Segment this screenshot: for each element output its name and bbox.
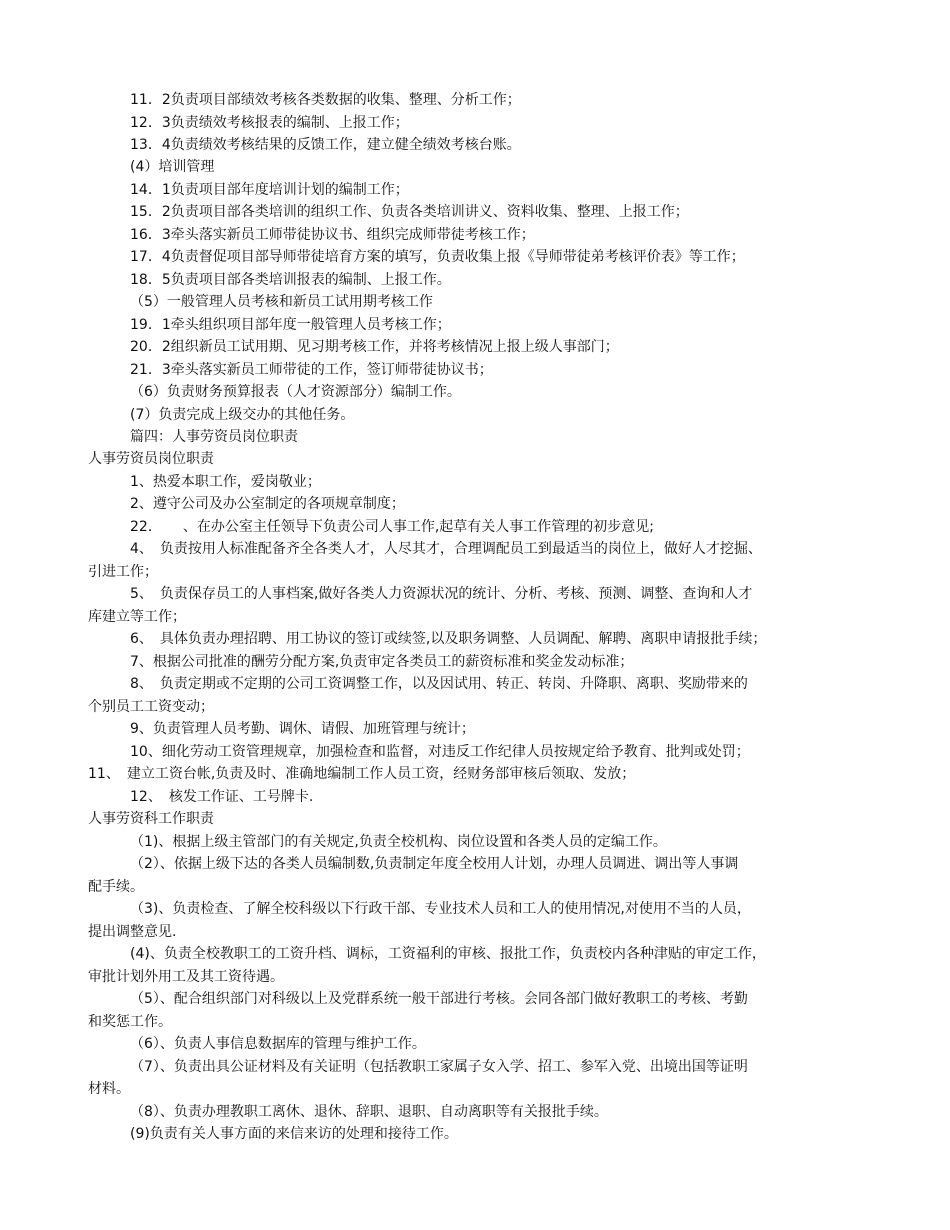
text-line: 和奖惩工作。 <box>88 1014 172 1030</box>
text-line: （2）、依据上级下达的各类人员编制数,负责制定年度全校用人计划，办理人员调进、调出等人事调 <box>130 856 739 872</box>
text-line: （5）、配合组织部门对科级以上及党群系统一般干部进行考核。会同各部门做好教职工的考核、考勤 <box>130 991 748 1007</box>
text-line: 21．3牵头落实新员工师带徒的工作，签订师带徒协议书； <box>130 362 493 378</box>
text-line: 4、 负责按用人标准配备齐全各类人才，人尽其才，合理调配员工到最适当的岗位上，做好人才挖掘、 <box>130 541 762 557</box>
text-line: 15．2负责项目部各类培训的组织工作、负责各类培训讲义、资料收集、整理、上报工作； <box>130 204 689 220</box>
text-line: 14．1负责项目部年度培训计划的编制工作； <box>130 182 409 198</box>
section-title: 人事劳资科工作职责 <box>88 811 214 827</box>
section-heading: (4）培训管理 <box>130 159 215 175</box>
text-line: 12、 核发工作证、工号牌卡. <box>130 789 314 805</box>
text-line: 材料。 <box>88 1081 130 1097</box>
text-line: (4)、负责全校教职工的工资升档、调标，工资福利的审核、报批工作，负责校内各种津贴的审定工作， <box>130 946 766 962</box>
text-line: 11、 建立工资台帐,负责及时、准确地编制工作人员工资，经财务部审核后领取、发放； <box>88 766 636 782</box>
text-line: 16．3牵头落实新员工师带徒协议书、组织完成师带徒考核工作； <box>130 227 535 243</box>
text-line: 库建立等工作； <box>88 609 186 625</box>
text-line: 11．2负责项目部绩效考核各类数据的收集、整理、分析工作； <box>130 92 521 108</box>
text-line: 7、根据公司批准的酬劳分配方案,负责审定各类员工的薪资标准和奖金发动标准； <box>130 654 634 670</box>
text-line: 审批计划外用工及其工资待遇。 <box>88 969 284 985</box>
text-line: 提出调整意见. <box>88 924 177 940</box>
text-line: （7）、负责出具公证材料及有关证明（包括教职工家属子女入学、招工、参军入党、出境出国等证明 <box>130 1059 748 1075</box>
text-line: 22． 、在办公室主任领导下负责公司人事工作,起草有关人事工作管理的初步意见; <box>130 519 654 535</box>
text-line: 13．4负责绩效考核结果的反馈工作，建立健全绩效考核台账。 <box>130 137 521 153</box>
text-line: 6、 具体负责办理招聘、用工协议的签订或续签,以及职务调整、人员调配、解聘、离职申请报批手续； <box>130 631 767 647</box>
text-line: (7）负责完成上级交办的其他任务。 <box>130 407 355 423</box>
text-line: （6）、负责人事信息数据库的管理与维护工作。 <box>130 1036 426 1052</box>
text-line: 1、热爱本职工作，爱岗敬业； <box>130 474 321 490</box>
text-line: 8、 负责定期或不定期的公司工资调整工作，以及因试用、转正、转岗、升降职、离职、奖励带来的 <box>130 676 748 692</box>
text-line: （8）、负责办理教职工离休、退休、辞职、退职、自动离职等有关报批手续。 <box>130 1104 608 1120</box>
text-line: 17．4负责督促项目部导师带徒培育方案的填写，负责收集上报《导师带徒弟考核评价表》等工作； <box>130 249 745 265</box>
text-line: （3)、负责检查、了解全校科级以下行政干部、专业技术人员和工人的使用情况,对使用不当的人员， <box>130 901 751 917</box>
text-line: 个别员工工资变动； <box>88 699 214 715</box>
text-line: 19．1牵头组织项目部年度一般管理人员考核工作； <box>130 317 451 333</box>
text-line: 18．5负责项目部各类培训报表的编制、上报工作。 <box>130 272 451 288</box>
text-line: 9、负责管理人员考勤、调休、请假、加班管理与统计； <box>130 721 475 737</box>
text-line: 5、 负责保存员工的人事档案,做好各类人力资源状况的统计、分析、考核、预测、调整、查询和人才 <box>130 586 753 602</box>
text-line: （1)、根据上级主管部门的有关规定,负责全校机构、岗位设置和各类人员的定编工作。 <box>130 834 667 850</box>
chapter-title: 篇四：人事劳资员岗位职责 <box>130 429 298 445</box>
text-line: 引进工作； <box>88 564 158 580</box>
text-line: 12．3负责绩效考核报表的编制、上报工作； <box>130 115 409 131</box>
text-line: 10、细化劳动工资管理规章，加强检查和监督，对违反工作纪律人员按规定给予教育、批判或处罚； <box>130 744 750 760</box>
section-heading: （5）一般管理人员考核和新员工试用期考核工作 <box>130 294 433 310</box>
section-title: 人事劳资员岗位职责 <box>88 451 214 467</box>
text-line: (9)负责有关人事方面的来信来访的处理和接待工作。 <box>130 1126 458 1142</box>
text-line: 配手续。 <box>88 879 144 895</box>
text-line: 2、遵守公司及办公室制定的各项规章制度； <box>130 496 405 512</box>
text-line: （6）负责财务预算报表（人才资源部分）编制工作。 <box>130 384 461 400</box>
text-line: 20．2组织新员工试用期、见习期考核工作，并将考核情况上报上级人事部门； <box>130 339 619 355</box>
